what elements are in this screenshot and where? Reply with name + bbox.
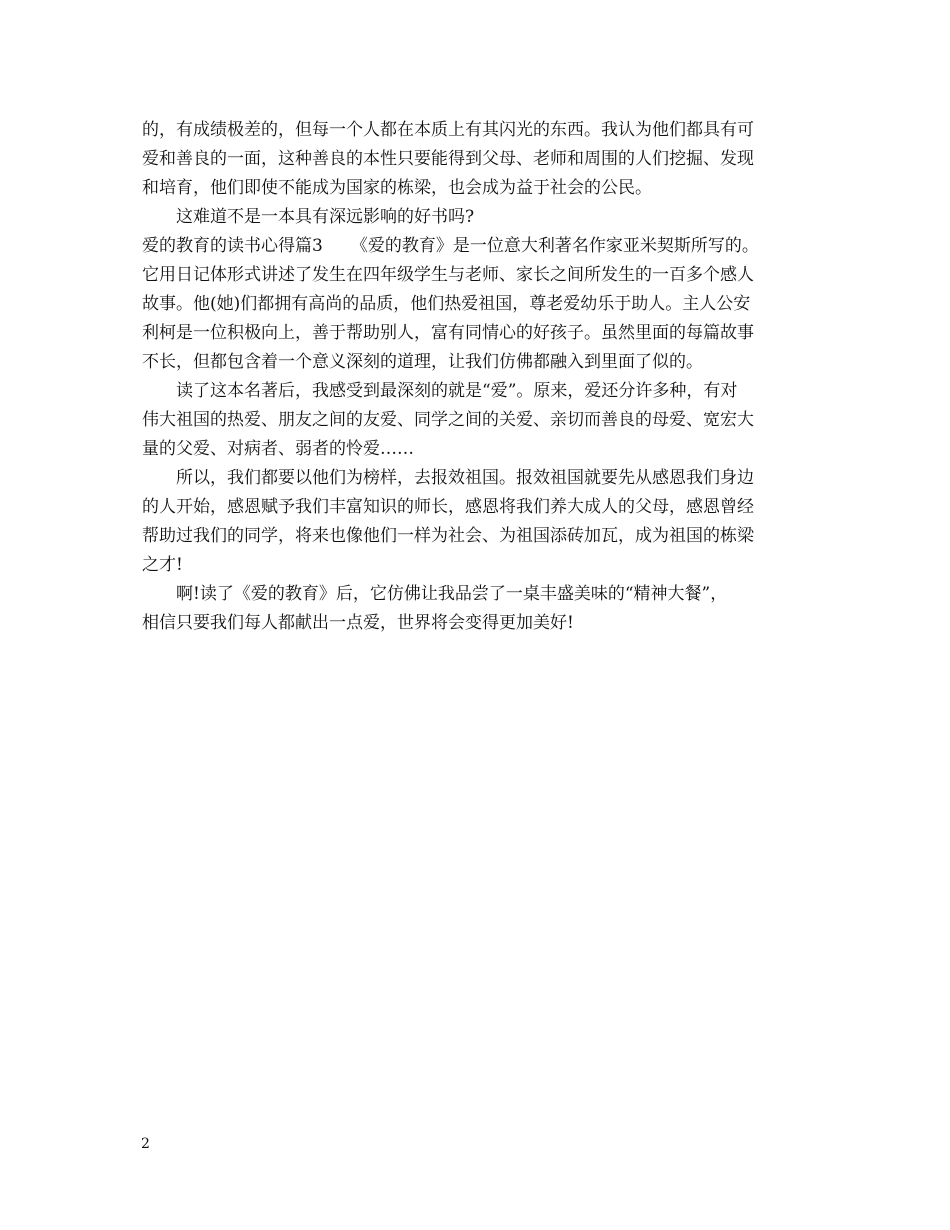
section-first-sentence: 《爱的教育》是一位意大利著名作家亚米契斯所写的。	[350, 236, 759, 256]
document-body	[142, 116, 822, 638]
text-line: 的人开始，感恩赋予我们丰富知识的师长，感恩将我们养大成人的父母，感恩曾经	[142, 497, 754, 517]
text-line: 量的父爱、对病者、弱者的怜爱……	[142, 439, 414, 459]
section-title: 爱的教育的读书心得篇3	[142, 236, 323, 256]
text-line: 伟大祖国的热爱、朋友之间的友爱、同学之间的关爱、亲切而善良的母爱、宽宏大	[142, 410, 754, 430]
paragraph-line: 啊!读了《爱的教育》后，它仿佛让我品尝了一桌丰盛美味的“精神大餐”，	[176, 584, 728, 604]
section-heading-line	[142, 232, 822, 261]
paragraph-line: 所以，我们都要以他们为榜样，去报效祖国。报效祖国就要先从感恩我们身边	[176, 468, 754, 488]
text-line: 帮助过我们的同学，将来也像他们一样为社会、为祖国添砖加瓦，成为祖国的栋梁	[142, 526, 754, 546]
text-line: 故事。他(她)们都拥有高尚的品质，他们热爱祖国，尊老爱幼乐于助人。主人公安	[142, 294, 751, 314]
text-line: 不长，但都包含着一个意义深刻的道理，让我们仿佛都融入到里面了似的。	[142, 352, 703, 372]
paragraph-line: 读了这本名著后，我感受到最深刻的就是“爱”。原来，爱还分许多种，有对	[176, 381, 738, 401]
text-line: 之才!	[142, 555, 183, 575]
text-line: 和培育，他们即使不能成为国家的栋梁，也会成为益于社会的公民。	[142, 178, 652, 198]
page-number: 2	[141, 1136, 150, 1152]
text-line: 爱和善良的一面，这种善良的本性只要能得到父母、老师和周围的人们挖掘、发现	[142, 149, 754, 169]
text-line: 利柯是一位积极向上，善于帮助别人，富有同情心的好孩子。虽然里面的每篇故事	[142, 323, 754, 343]
text-line: 它用日记体形式讲述了发生在四年级学生与老师、家长之间所发生的一百多个感人	[142, 265, 754, 285]
text-line: 的，有成绩极差的，但每一个人都在本质上有其闪光的东西。我认为他们都具有可	[142, 120, 754, 140]
paragraph-line: 这难道不是一本具有深远影响的好书吗?	[176, 207, 475, 227]
text-line: 相信只要我们每人都献出一点爱，世界将会变得更加美好!	[142, 613, 574, 633]
